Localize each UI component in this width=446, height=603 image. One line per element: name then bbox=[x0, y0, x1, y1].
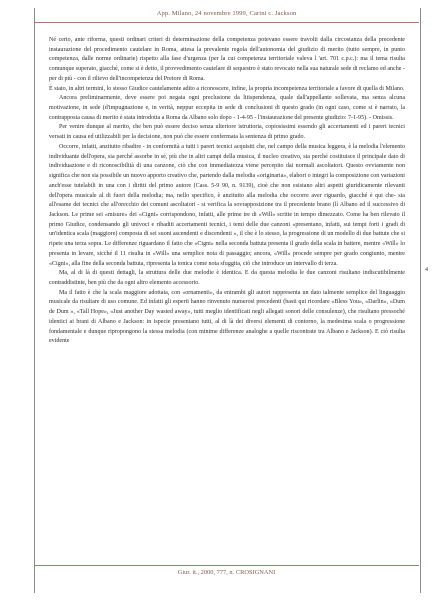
footer-citation: Giur. it., 2000, 777, n. CROSIGNANI bbox=[177, 569, 276, 576]
page-number: 4 bbox=[425, 267, 428, 273]
paragraph: Ancora preliminarmente, deve essere poi negata ogni preclusione da litispendenza, quale dall'appellante sollevata, ma senza alcuna motivazione, in sede (d'impugnazione e, in verità, neppur eccepita in sede di conclusioni di questo grado (in ogni caso, come si è narrato, la contrapposta causa di merito è stata introdotta a Roma da Albano solo dopo - 1-4-95 - l'instaurazione del presente giudizio: 7-1-95). - Omissis. bbox=[49, 95, 405, 121]
paragraph: Ma il fatto è che la scala maggiore adottata, con «ornamenti», da entrambi gli autori rappresenta un dato talmente semplice del linguaggio musicale da risultare di uso comune. Ed infatti gli esperti hanno rinvenuto numerosi precedenti (basti qui ricordare «Bless You», «Darlin», «Dum de Dum », «Tall Hope», «Just another Day wasted away», tutti meglio identificati negli allegati sonori delle consulenze), che risultano pressoché identici ai brani di Albano e Jackson: in ispecie presentano tutti, al di là dei diversi elementi di contorno, la medesima scala o progressione fondamentale e dunque ripropongono la stessa melodia (con minime differenze analoghe a quelle riscontrate tra Albano e Jackson). E ciò risulta evidente bbox=[49, 289, 405, 345]
paragraph: È stato, in altri termini, lo stesso Giudice cautelamente adito a riconoscere, infine, la propria incompetenza territoriale a favore di quella di Milano. bbox=[49, 85, 405, 92]
footer-divider bbox=[34, 565, 419, 566]
paragraph: Per venire dunque al merito, che ben può essere deciso senza ulteriore istruttoria, copiosissimi essendo gli accertamenti ed i pareri tecnici versati in causa ed utilizzabili per la decisione, non può che essere confermata la sentenza di primo grado. bbox=[49, 124, 405, 141]
running-head: App. Milano, 24 novembre 1999, Carini c. Jackson bbox=[156, 10, 297, 17]
paragraph: Occorre, infatti, anzitutto ribadire - in conformità a tutti i pareri tecnici acquisiti che, nel campo della musica leggera, è la melodia l'elemento individuante dell'opera, sia perché assorbe in sé, più che in altri campi della musica, il nucleo creativo, sia perché costituisce il principale dato di individuazione e di riconoscibilità di una canzone, ciò che con immediatezza viene percepito dai normali ascoltatori. Questo ovviamente non significa che non sia possibile un nuovo apporto creativo che, partendo dalla melodia «originaria», elabori o integri la composizione con variazioni anch'esse tutelabili in una con i diritti del primo autore (Cass. 5-9 90, n. 9139), cioè che non esistano altri aspetti giuridicamente rilevanti dell'opera musicale al di fuori della melodia; ma, nello specifico, è anzitutto alla melodia che occorre aver riguardo, giacché è qui che- sia all'esame dei tecnici che all'orecchio dei comuni ascoltatori - si verifica la sovrapposizione tra il precedente brano (lì Albano ed il successivo di Jackson. Le prime sei «misure» dei «Cigni» corrispondono, infatti, alle prime tre di «Will» scritte in tempo dimezzato. Come ha ben rilevato il primo Giudice, condensando gli univoci e ribaditi accertamenti tecnici, i temi delle due canzoni «presentano, infatti, sui tempi forti i gradi di un'identica scala (maggiore) composta di sei suoni ascendenti e discendenti », il che è lo stesso, la progressione di un modello di due battute che si ripete una terza sopra. Le differenze riguardano il fatto che «Cigni» nella seconda battuta presenta il grado della scala in battere, mentre «Will» lo presenta in levare, sicché il 11 risulta in «Will» una semplice nota di passaggio; ancora, «Will» procede sempre per grado congiunto, mentre «Cigni», alla fine della seconda battuta, ripresenta la tonica come nota sfuggita, ciò che introduce un intervallo di terza. bbox=[49, 143, 405, 267]
header-divider bbox=[34, 22, 419, 23]
document-body bbox=[49, 36, 405, 347]
paragraph: Ma, al di là di questi dettagli, la struttura delle due melodie è identica. E da questa melodia le due canzoni risultano indiscutibilmente contraddistinte, ben più che da ogni altro elemento accessorio. bbox=[49, 270, 405, 286]
paragraph: Né certo, ante riforma, questi ordinari criteri di determinazione della competenza potevano essere travolti dalla circostanza della precedente instaurazione del procedimento cautelare in Roma, attesa la prevalente regola dell'autonomia del giudizio di merito (tutto sempre, in punto competenza, dalle norme ordinarie) rispetto alla fase d'urgenza (per la cui competenza territoriale valeva l 'art. 701 c.p.c.): ma il tema risulta comunque superato, giacché, come si è detto, il provvedimento cautelare di sequestro è stato revocato nella sua naturale sede di reclamo ed anche - per di più - con il rilievo dell'incompetenza del Pretore di Roma. bbox=[49, 37, 405, 82]
